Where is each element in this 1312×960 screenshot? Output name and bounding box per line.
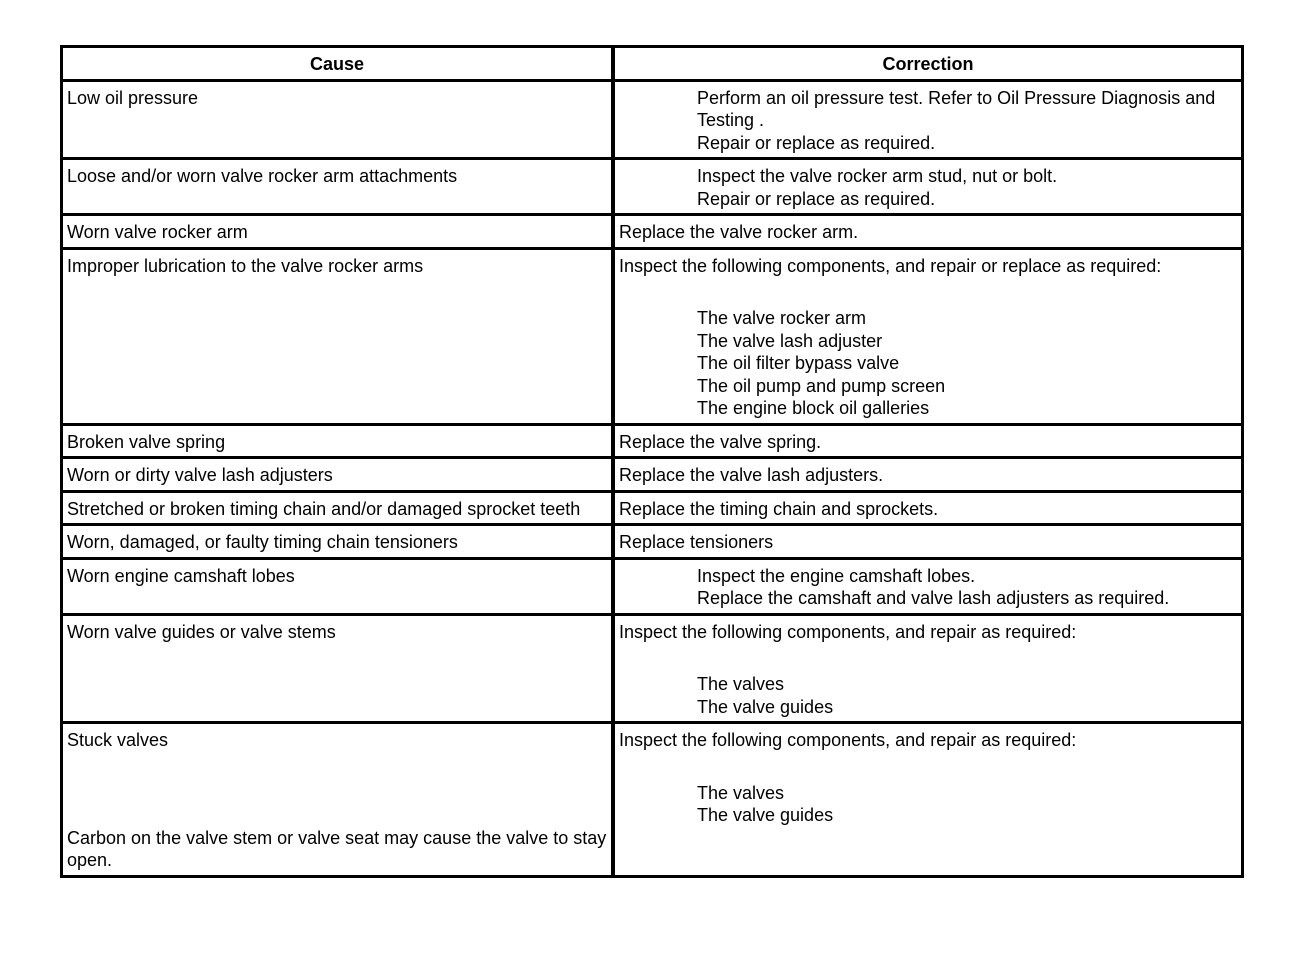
cause-spacer — [67, 752, 607, 827]
cause-text: Broken valve spring — [67, 431, 226, 452]
cause-cell — [63, 616, 615, 722]
correction-intro: Replace the valve rocker arm. — [619, 222, 859, 242]
correction-cell — [615, 493, 1241, 524]
cause-cell — [63, 493, 615, 524]
correction-item: The valves — [697, 782, 785, 803]
cause-text: Worn engine camshaft lobes — [67, 565, 295, 586]
cause-text: Worn valve rocker arm — [67, 222, 248, 242]
table-row — [63, 213, 1241, 247]
diagnosis-table — [60, 45, 1244, 878]
correction-intro: Inspect the following components, and repair or replace as required: — [619, 255, 1162, 276]
correction-item: Perform an oil pressure test. Refer to Oil Pressure Diagnosis and Testing . — [697, 87, 1216, 130]
cause-text: Stuck valves — [67, 730, 169, 750]
cause-text: Stretched or broken timing chain and/or damaged sprocket teeth — [67, 498, 581, 519]
correction-item: The valve guides — [697, 805, 834, 825]
correction-item: Repair or replace as required. — [697, 132, 936, 153]
correction-item: Replace the camshaft and valve lash adjusters as required. — [697, 588, 1170, 608]
correction-item: The engine block oil galleries — [697, 398, 930, 418]
cause-cell — [63, 560, 615, 613]
table-row — [63, 247, 1241, 423]
table-row — [63, 721, 1241, 875]
correction-cell — [615, 82, 1241, 158]
correction-item: The valve rocker arm — [697, 308, 867, 328]
table-row — [63, 79, 1241, 158]
cause-text: Loose and/or worn valve rocker arm attachments — [67, 166, 458, 186]
correction-intro: Replace the valve spring. — [619, 431, 822, 452]
correction-item: The valves — [697, 674, 785, 694]
correction-cell — [615, 616, 1241, 722]
correction-cell — [615, 459, 1241, 490]
cause-cell — [63, 160, 615, 213]
table-row — [63, 490, 1241, 524]
cause-text: Low oil pressure — [67, 87, 199, 108]
correction-item: The oil filter bypass valve — [697, 353, 900, 373]
correction-intro: Replace the timing chain and sprockets. — [619, 498, 939, 519]
correction-cell — [615, 560, 1241, 613]
header-cause: Cause — [63, 48, 615, 79]
cause-cell — [63, 724, 615, 875]
cause-text: Worn, damaged, or faulty timing chain tensioners — [67, 532, 458, 552]
table-row — [63, 557, 1241, 613]
cause-cell — [63, 426, 615, 457]
correction-cell — [615, 526, 1241, 557]
table-row — [63, 423, 1241, 457]
cause-text: Worn or dirty valve lash adjusters — [67, 465, 333, 485]
correction-item: The valve lash adjuster — [697, 330, 883, 351]
correction-intro: Inspect the following components, and repair as required: — [619, 621, 1077, 642]
correction-cell — [615, 250, 1241, 423]
correction-item: The valve guides — [697, 696, 834, 717]
table-row — [63, 157, 1241, 213]
correction-cell — [615, 724, 1241, 875]
cause-cell — [63, 216, 615, 247]
correction-item: The oil pump and pump screen — [697, 375, 946, 396]
correction-item: Inspect the valve rocker arm stud, nut or bolt. — [697, 166, 1058, 186]
cause-cell — [63, 459, 615, 490]
correction-intro: Inspect the following components, and repair as required: — [619, 730, 1077, 750]
cause-cell — [63, 250, 615, 423]
correction-intro: Replace the valve lash adjusters. — [619, 465, 884, 485]
cause-cell — [63, 82, 615, 158]
table-row — [63, 523, 1241, 557]
table-row — [63, 456, 1241, 490]
table-row — [63, 613, 1241, 722]
cause-text: Improper lubrication to the valve rocker arms — [67, 255, 424, 276]
cause-text: Worn valve guides or valve stems — [67, 621, 336, 642]
cause-note: Carbon on the valve stem or valve seat may cause the valve to stay open. — [67, 827, 607, 870]
header-correction: Correction — [882, 54, 974, 74]
correction-item: Repair or replace as required. — [697, 188, 936, 209]
cause-cell — [63, 526, 615, 557]
correction-intro: Replace tensioners — [619, 532, 774, 552]
correction-cell — [615, 426, 1241, 457]
correction-cell — [615, 160, 1241, 213]
correction-item: Inspect the engine camshaft lobes. — [697, 565, 976, 586]
table-header-row — [63, 48, 1241, 79]
correction-cell — [615, 216, 1241, 247]
